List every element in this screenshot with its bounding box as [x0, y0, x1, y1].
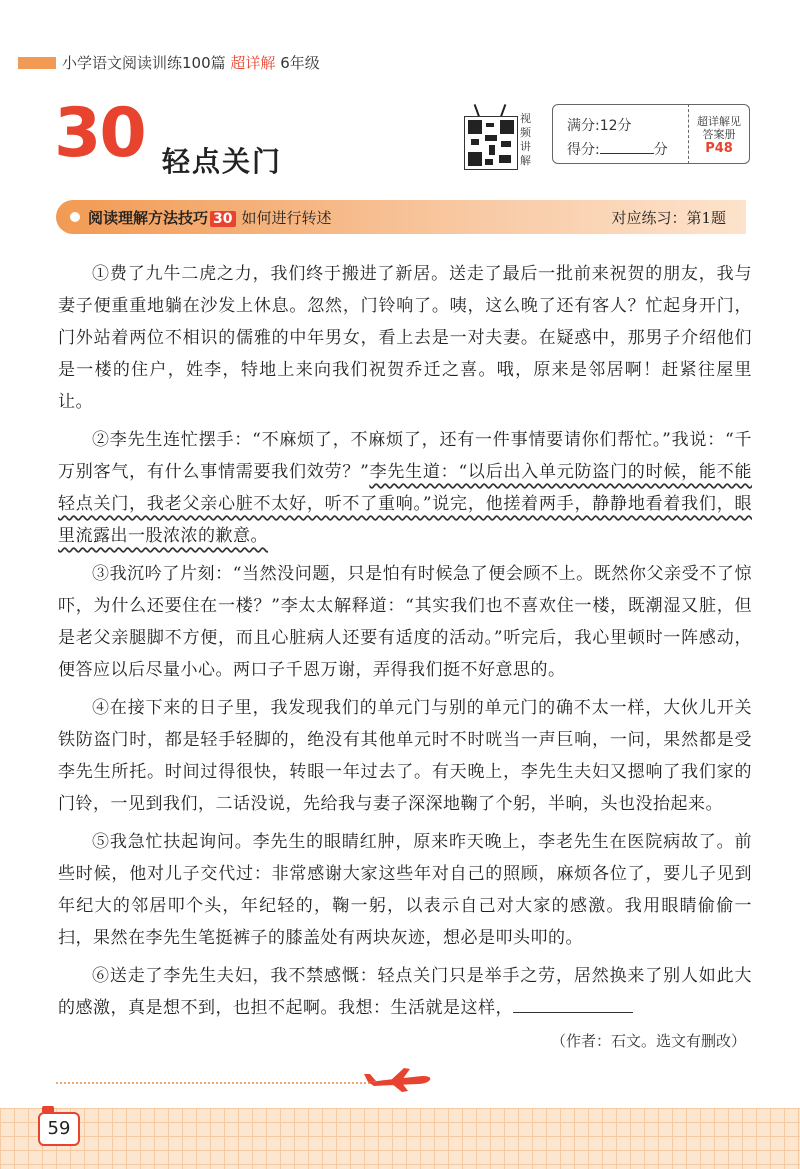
answer-reference — [688, 104, 750, 164]
paragraph-6: ⑥送走了李先生夫妇，我不禁感慨：轻点关门只是举手之劳，居然换来了别人如此大的感激，真是想不到，也担不起啊。我想：生活就是这样， — [58, 966, 752, 1018]
book-grade: 6年级 — [280, 54, 320, 72]
answer-ref-line1: 超详解见 — [697, 115, 741, 128]
answer-ref-page: P48 — [705, 141, 733, 156]
lesson-title: 轻点关门 — [162, 145, 283, 178]
score-box — [552, 104, 696, 164]
book-title: 小学语文阅读训练100篇 — [62, 54, 226, 72]
lesson-number: 30 — [54, 94, 145, 173]
full-score: 满分:12分 — [567, 118, 632, 134]
article-body — [58, 258, 752, 1030]
underlined-passage: 李先生道：“以后出入单元防盗门的时候，能不能轻点关门，我老父亲心脏不太好，听不了重响。”说完，他搓着两手，静静地看着我们，眼里流露出一股浓浓的歉意。 — [58, 462, 752, 546]
dotted-divider — [56, 1082, 370, 1084]
attribution: （作者：石文。选文有删改） — [550, 1032, 746, 1050]
header-accent-bar — [18, 57, 56, 69]
airplane-icon — [364, 1064, 434, 1094]
page-number: 59 — [38, 1112, 80, 1146]
footer-grid — [0, 1108, 800, 1169]
paragraph-2: ②李先生连忙摆手：“不麻烦了，不麻烦了，还有一件事情要请你们帮忙。”我说：“千万别客气，有什么事情需要我们效劳？”李先生道：“以后出入单元防盗门的时候，能不能轻点关门，我老父亲心脏不太好，听不了重响。”说完，他搓着两手，静静地看着我们，眼里流露出一股浓浓的歉意。 — [58, 430, 752, 546]
answer-blank[interactable] — [513, 994, 633, 1013]
qr-label: 视 频 讲 解 — [520, 112, 531, 167]
method-banner — [56, 200, 746, 234]
answer-ref-line2: 答案册 — [702, 128, 736, 141]
banner-title: 阅读理解方法技巧 — [88, 209, 209, 227]
score-blank[interactable] — [600, 139, 654, 154]
bullet-dot — [70, 212, 80, 222]
banner-topic: 如何进行转述 — [241, 209, 332, 227]
paragraph-5: ⑤我急忙扶起询问。李先生的眼睛红肿，原来昨天晚上，李老先生在医院病故了。前些时候，他对儿子交代过：非常感谢大家这些年对自己的照顾，麻烦各位了，要儿子见到年纪大的邻居叩个头，年纪轻的，鞠一躬，以表示自己对大家的感激。我用眼睛偷偷一扫，果然在李先生笔挺裤子的膝盖处有两块灰迹，想必是叩头叩的。 — [58, 832, 752, 948]
banner-practice: 对应练习：第1题 — [611, 209, 726, 227]
book-header — [62, 52, 320, 73]
got-score: 得分: 分 — [567, 139, 668, 159]
paragraph-1: ①费了九牛二虎之力，我们终于搬进了新居。送走了最后一批前来祝贺的朋友，我与妻子便重重地躺在沙发上休息。忽然，门铃响了。咦，这么晚了还有客人？忙起身开门，门外站着两位不相识的儒雅的中年男女，看上去是一对夫妻。在疑惑中，那男子介绍他们是一楼的住户，姓李，特地上来向我们祝贺乔迁之喜。哦，原来是邻居啊！赶紧往屋里让。 — [58, 264, 752, 412]
book-highlight: 超详解 — [230, 54, 276, 72]
qr-code[interactable] — [464, 116, 518, 170]
banner-number: 30 — [210, 211, 235, 227]
paragraph-4: ④在接下来的日子里，我发现我们的单元门与别的单元门的确不太一样，大伙儿开关铁防盗门时，都是轻手轻脚的，绝没有其他单元时不时咣当一声巨响，一问，果然都是受李先生所托。时间过得很快，转眼一年过去了。有天晚上，李先生夫妇又摁响了我们家的门铃，一见到我们，二话没说，先给我与妻子深深地鞠了个躬，半晌，头也没抬起来。 — [58, 698, 752, 814]
paragraph-3: ③我沉吟了片刻：“当然没问题，只是怕有时候急了便会顾不上。既然你父亲受不了惊吓，为什么还要住在一楼？”李太太解释道：“其实我们也不喜欢住一楼，既潮湿又脏，但是老父亲腿脚不方便，而且心脏病人还要有适度的活动。”听完后，我心里顿时一阵感动，便答应以后尽量小心。两口子千恩万谢，弄得我们挺不好意思的。 — [58, 564, 752, 680]
